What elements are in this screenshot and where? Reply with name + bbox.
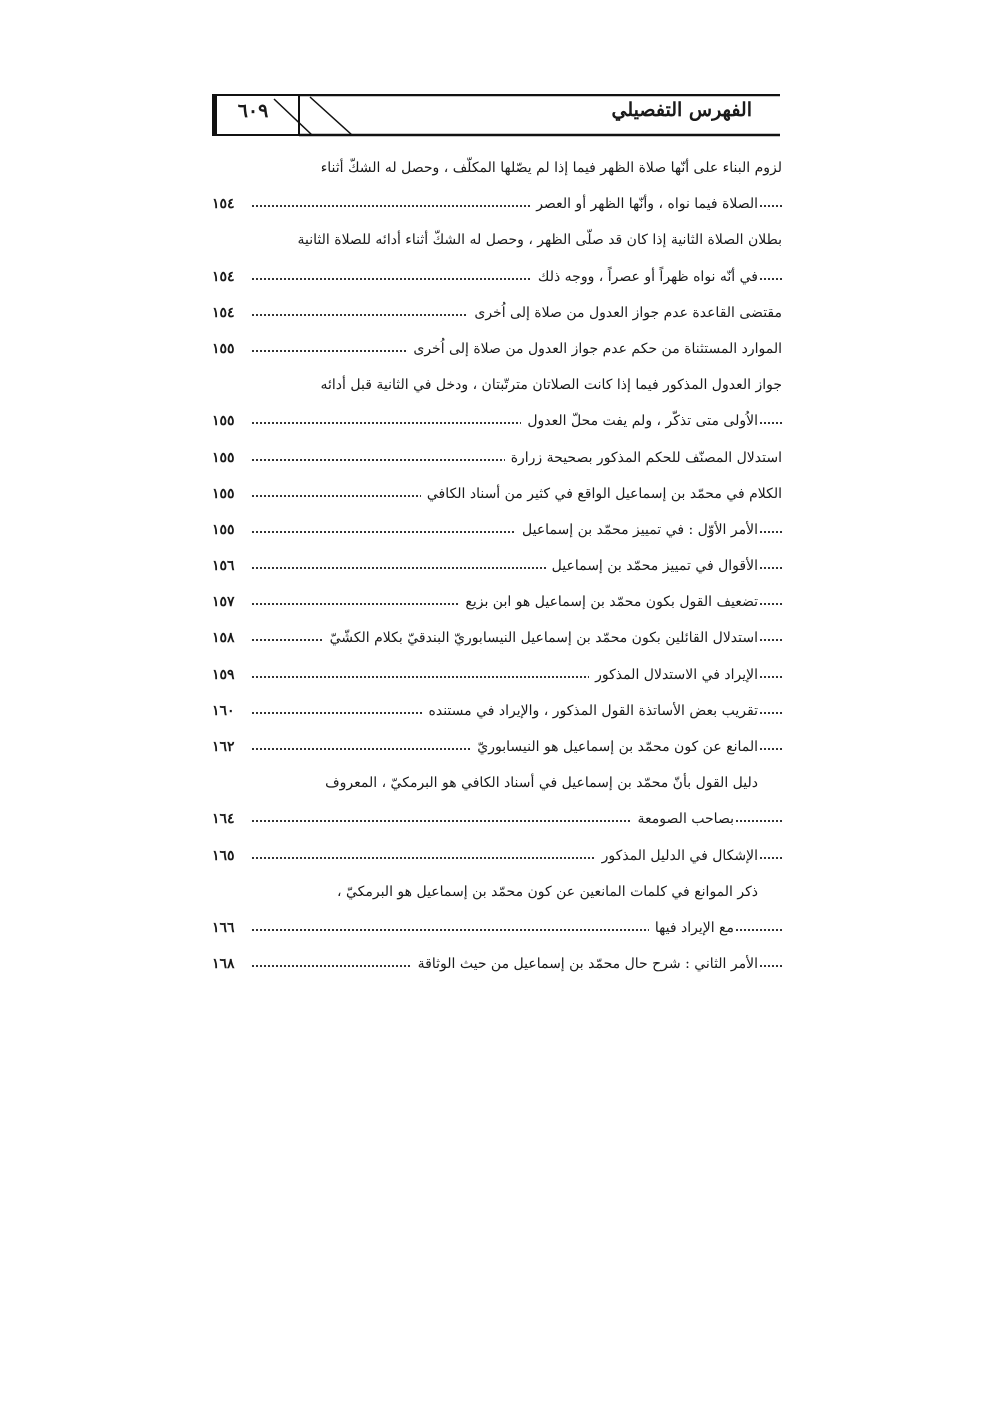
toc-entry [212,625,782,661]
toc-entry [212,227,782,263]
toc-entry-text: بطلان الصلاة الثانية إذا كان قد صلّى الظهر ، وحصل له الشكّ أثناء أدائه للصلاة الثانية [292,232,782,248]
toc-entry [212,336,782,372]
toc-page-number: ١٥٤ [212,304,235,321]
toc-page-number: ١٥٧ [212,594,235,611]
toc-entry-text: ذكر الموانع في كلمات المانعين عن كون محمّد بن إسماعيل هو البرمكيّ ، [331,884,758,900]
toc-entry [212,915,782,951]
toc-page-number: ١٥٥ [212,413,235,430]
toc-entry-text: الاُولى متى تذكّر ، ولم يفت محلّ العدول [521,413,758,429]
toc-entry [212,662,782,698]
toc-entry [212,553,782,589]
toc-page-number: ١٥٨ [212,630,235,647]
toc-entry-text: جواز العدول المذكور فيما إذا كانت الصلاتان مترتّبتان ، ودخل في الثانية قبل أدائه [315,377,782,393]
toc-entry [212,879,782,915]
toc-entry [212,264,782,300]
toc-entry [212,734,782,770]
toc-entry [212,770,782,806]
toc-entry-text: لزوم البناء على أنّها صلاة الظهر فيما إذا لم يصّلها المكلّف ، وحصل له الشكّ أثناء [315,160,782,176]
running-header [212,94,780,138]
toc-entry-text: الأمر الأوّل : في تمييز محمّد بن إسماعيل [516,522,758,538]
toc-entry [212,517,782,553]
toc-entry [212,155,782,191]
toc-entry [212,408,782,444]
toc-page-number: ١٦٢ [212,739,235,755]
toc-page-number: ١٥٥ [212,521,235,538]
toc-entry [212,589,782,625]
toc-entry-text: تضعيف القول بكون محمّد بن إسماعيل هو ابن بزيع [459,594,758,610]
toc-entry-text: الموارد المستثناة من حكم عدم جواز العدول من صلاة إلى اُخرى [407,341,782,357]
toc-page-number: ١٥٤ [212,196,235,213]
toc-entry-text: المانع عن كون محمّد بن إسماعيل هو النيسابوريّ [471,739,758,755]
toc-entry-text: دليل القول بأنّ محمّد بن إسماعيل في أسناد الكافي هو البرمكيّ ، المعروف [319,775,758,791]
toc-entry-text: مع الإيراد فيها [649,920,734,936]
toc-entry-text: استدلال المصنّف للحكم المذكور بصحيحة زرارة [505,450,782,466]
toc-entry [212,481,782,517]
toc-entry-text: الصلاة فيما نواه ، وأنّها الظهر أو العصر [530,196,758,212]
toc-page-number: ١٦٨ [212,956,235,973]
toc-page-number: ١٦٥ [212,847,235,864]
toc-entry-text: في أنّه نواه ظهراً أو عصراً ، ووجه ذلك [532,269,758,285]
toc-entry-text: الأمر الثاني : شرح حال محمّد بن إسماعيل من حيث الوثاقة [412,956,758,972]
toc-entry [212,445,782,481]
toc-entry-text: الإيراد في الاستدلال المذكور [589,667,758,683]
toc-entry [212,843,782,879]
toc-entry [212,698,782,734]
toc-page-number: ١٦٤ [212,811,235,828]
toc-page-number: ١٥٥ [212,449,235,466]
toc-entry-text: تقريب بعض الأساتذة القول المذكور ، والإيراد في مستنده [423,703,758,719]
toc-entry-text: بصاحب الصومعة [632,811,734,827]
toc-page-number: ١٥٥ [212,340,235,357]
toc-page-number: ١٥٦ [212,558,235,575]
page-title: الفهرس التفصيلي [611,99,752,121]
toc-entry [212,191,782,227]
toc-entry-text: استدلال القائلين بكون محمّد بن إسماعيل النيسابوريّ البندقيّ بكلام الكشّيّ [324,630,758,646]
page-number: ٦٠٩ [237,100,269,122]
toc-page-number: ١٦٠ [212,702,235,719]
toc-page-number: ١٦٦ [212,919,235,936]
toc-entry [212,372,782,408]
toc-entry [212,806,782,842]
toc-entry-text: الأقوال في تمييز محمّد بن إسماعيل [546,558,758,574]
toc-page-number: ١٥٩ [212,666,235,683]
toc-entry [212,951,782,987]
toc-entry-text: الإشكال في الدليل المذكور [596,848,758,864]
table-of-contents [212,155,782,987]
toc-entry [212,300,782,336]
toc-entry-text: مقتضى القاعدة عدم جواز العدول من صلاة إلى اُخرى [468,305,782,321]
toc-page-number: ١٥٤ [212,268,235,285]
toc-page-number: ١٥٥ [212,485,235,502]
toc-entry-text: الكلام في محمّد بن إسماعيل الواقع في كثير من أسناد الكافي [421,486,782,502]
